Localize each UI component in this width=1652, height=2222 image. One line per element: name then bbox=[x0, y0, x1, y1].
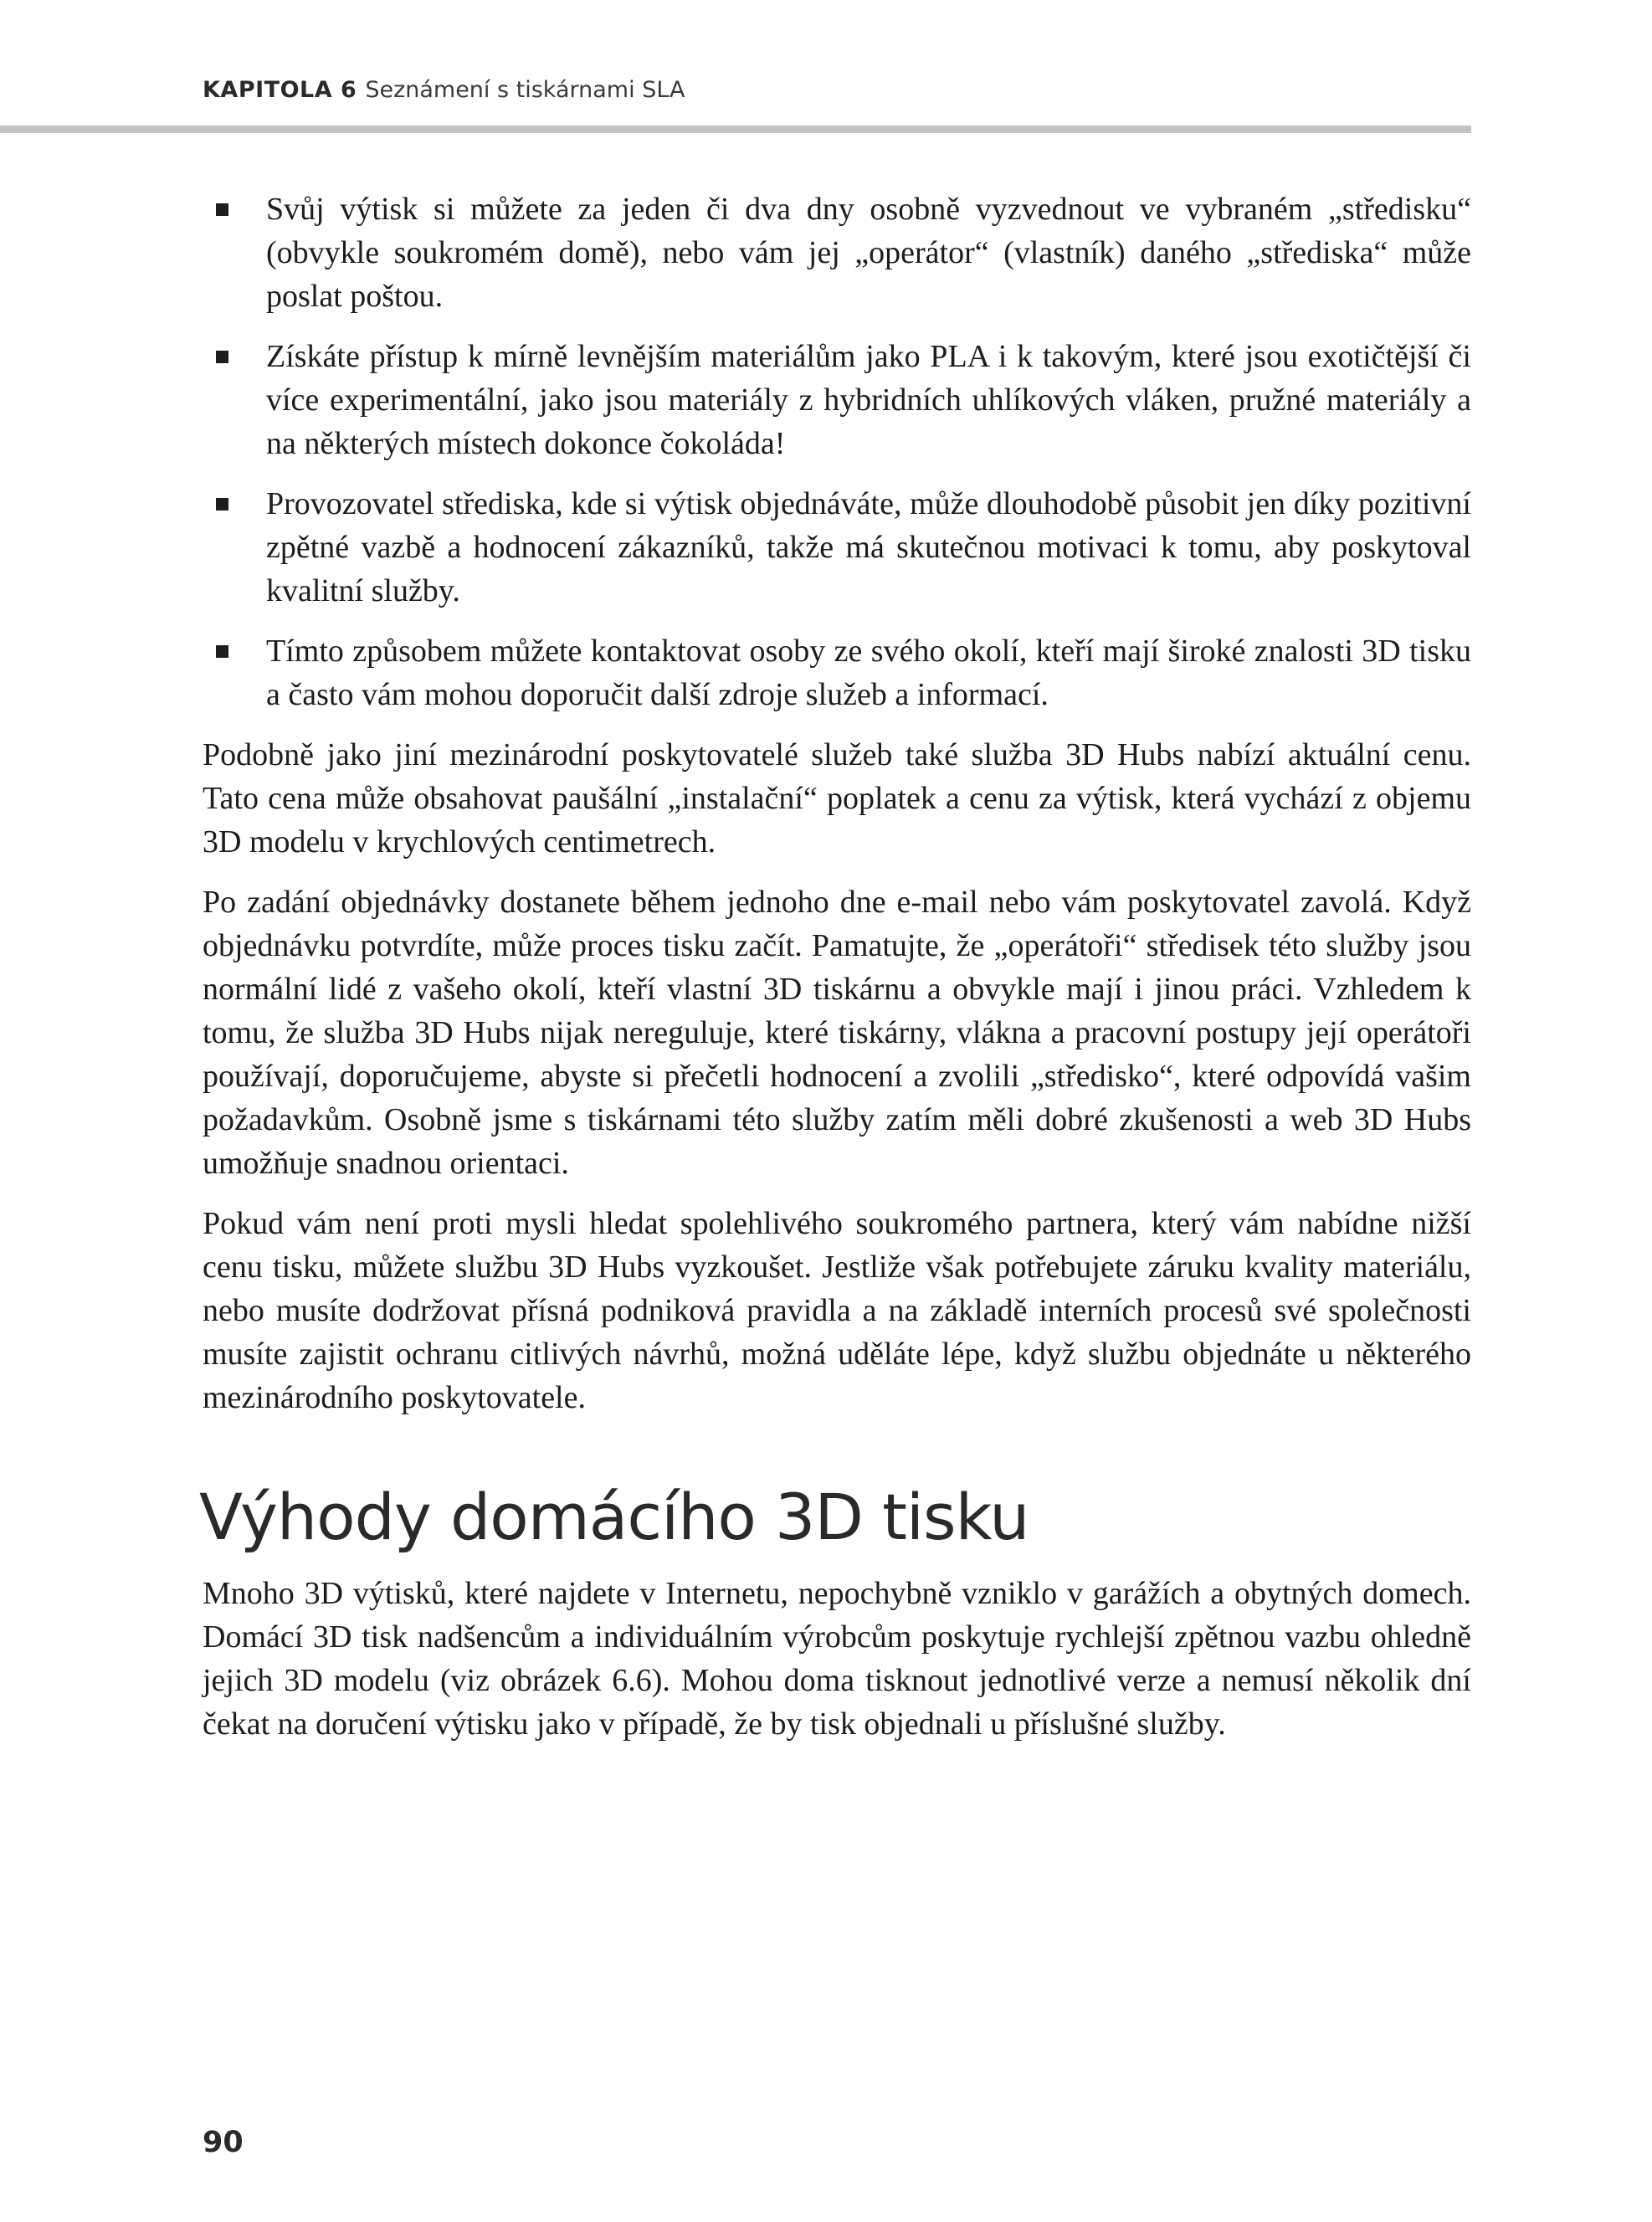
paragraph: Podobně jako jiní mezinárodní poskytovatelé služeb také služba 3D Hubs nabízí aktuální cenu. Tato cena může obsahovat paušální „instalační“ poplatek a cenu za výtisk, která vychází z objemu 3D modelu v krychlových centimetrech. bbox=[203, 737, 1471, 860]
chapter-label: KAPITOLA 6 bbox=[203, 77, 357, 103]
bullet-text: Provozovatel střediska, kde si výtisk objednáváte, může dlouhodobě působit jen díky pozitivní zpětné vazbě a hodnocení zákazníků, takže má skutečnou motivaci k tomu, aby poskytoval kvalitní služby. bbox=[266, 486, 1471, 608]
square-bullet-icon bbox=[216, 351, 228, 363]
square-bullet-icon bbox=[216, 645, 228, 658]
section-heading: Výhody domácího 3D tisku bbox=[199, 1480, 1029, 1554]
page-body bbox=[199, 187, 1471, 1763]
square-bullet-icon bbox=[216, 498, 228, 511]
bullet-item bbox=[203, 335, 1471, 465]
bullet-item bbox=[203, 482, 1471, 613]
chapter-title: Seznámení s tiskárnami SLA bbox=[365, 77, 685, 103]
bullet-item bbox=[203, 187, 1471, 318]
bullet-item bbox=[203, 629, 1471, 716]
paragraph: Pokud vám není proti mysli hledat spolehlivého soukromého partnera, který vám nabídne nižší cenu tisku, můžete službu 3D Hubs vyzkoušet. Jestliže však potřebujete záruku kvality materiálu, nebo musíte dodržovat přísná podniková pravidla a na základě interních procesů své společnosti musíte zajistit ochranu citlivých návrhů, možná uděláte lépe, když službu objednáte u některého mezinárodního poskytovatele. bbox=[203, 1206, 1471, 1415]
bullet-text: Tímto způsobem můžete kontaktovat osoby ze svého okolí, kteří mají široké znalosti 3D tisku a často vám mohou doporučit další zdroje služeb a informací. bbox=[266, 634, 1471, 712]
bullet-text: Získáte přístup k mírně levnějším materiálům jako PLA i k takovým, které jsou exotičtější či více experimentální, jako jsou materiály z hybridních uhlíkových vláken, pružné materiály a na některých místech dokonce čokoláda! bbox=[266, 339, 1471, 461]
paragraph: Po zadání objednávky dostanete během jednoho dne e-mail nebo vám poskytovatel zavolá. Když objednávku potvrdíte, může proces tisku začít. Pamatujte, že „operátoři“ středisek této služby jsou normální lidé z vašeho okolí, kteří vlastní 3D tiskárnu a obvykle mají i jinou práci. Vzhledem k tomu, že služba 3D Hubs nijak nereguluje, které tiskárny, vlákna a pracovní postupy její operátoři používají, doporučujeme, abyste si přečetli hodnocení a zvolili „středisko“, které odpovídá vašim požadavkům. Osobně jsme s tiskárnami této služby zatím měli dobré zkušenosti a web 3D Hubs umožňuje snadnou orientaci. bbox=[203, 885, 1471, 1181]
square-bullet-icon bbox=[216, 203, 228, 216]
page-number: 90 bbox=[203, 2126, 244, 2159]
section-paragraph: Mnoho 3D výtisků, které najdete v Internetu, nepochybně vzniklo v garážích a obytných domech. Domácí 3D tisk nadšencům a individuálním výrobcům poskytuje rychlejší zpětnou vazbu ohledně jejich 3D modelu (viz obrázek 6.6). Mohou doma tisknout jednotlivé verze a nemusí několik dní čekat na doručení výtisku jako v případě, že by tisk objednali u příslušné služby. bbox=[203, 1576, 1471, 1742]
bullet-list bbox=[203, 187, 1471, 716]
running-head bbox=[203, 77, 685, 103]
header-rule bbox=[0, 126, 1471, 133]
bullet-text: Svůj výtisk si můžete za jeden či dva dny osobně vyzvednout ve vybraném „středisku“ (obvykle soukromém domě), nebo vám jej „operátor“ (vlastník) daného „střediska“ může poslat poštou. bbox=[266, 192, 1471, 314]
